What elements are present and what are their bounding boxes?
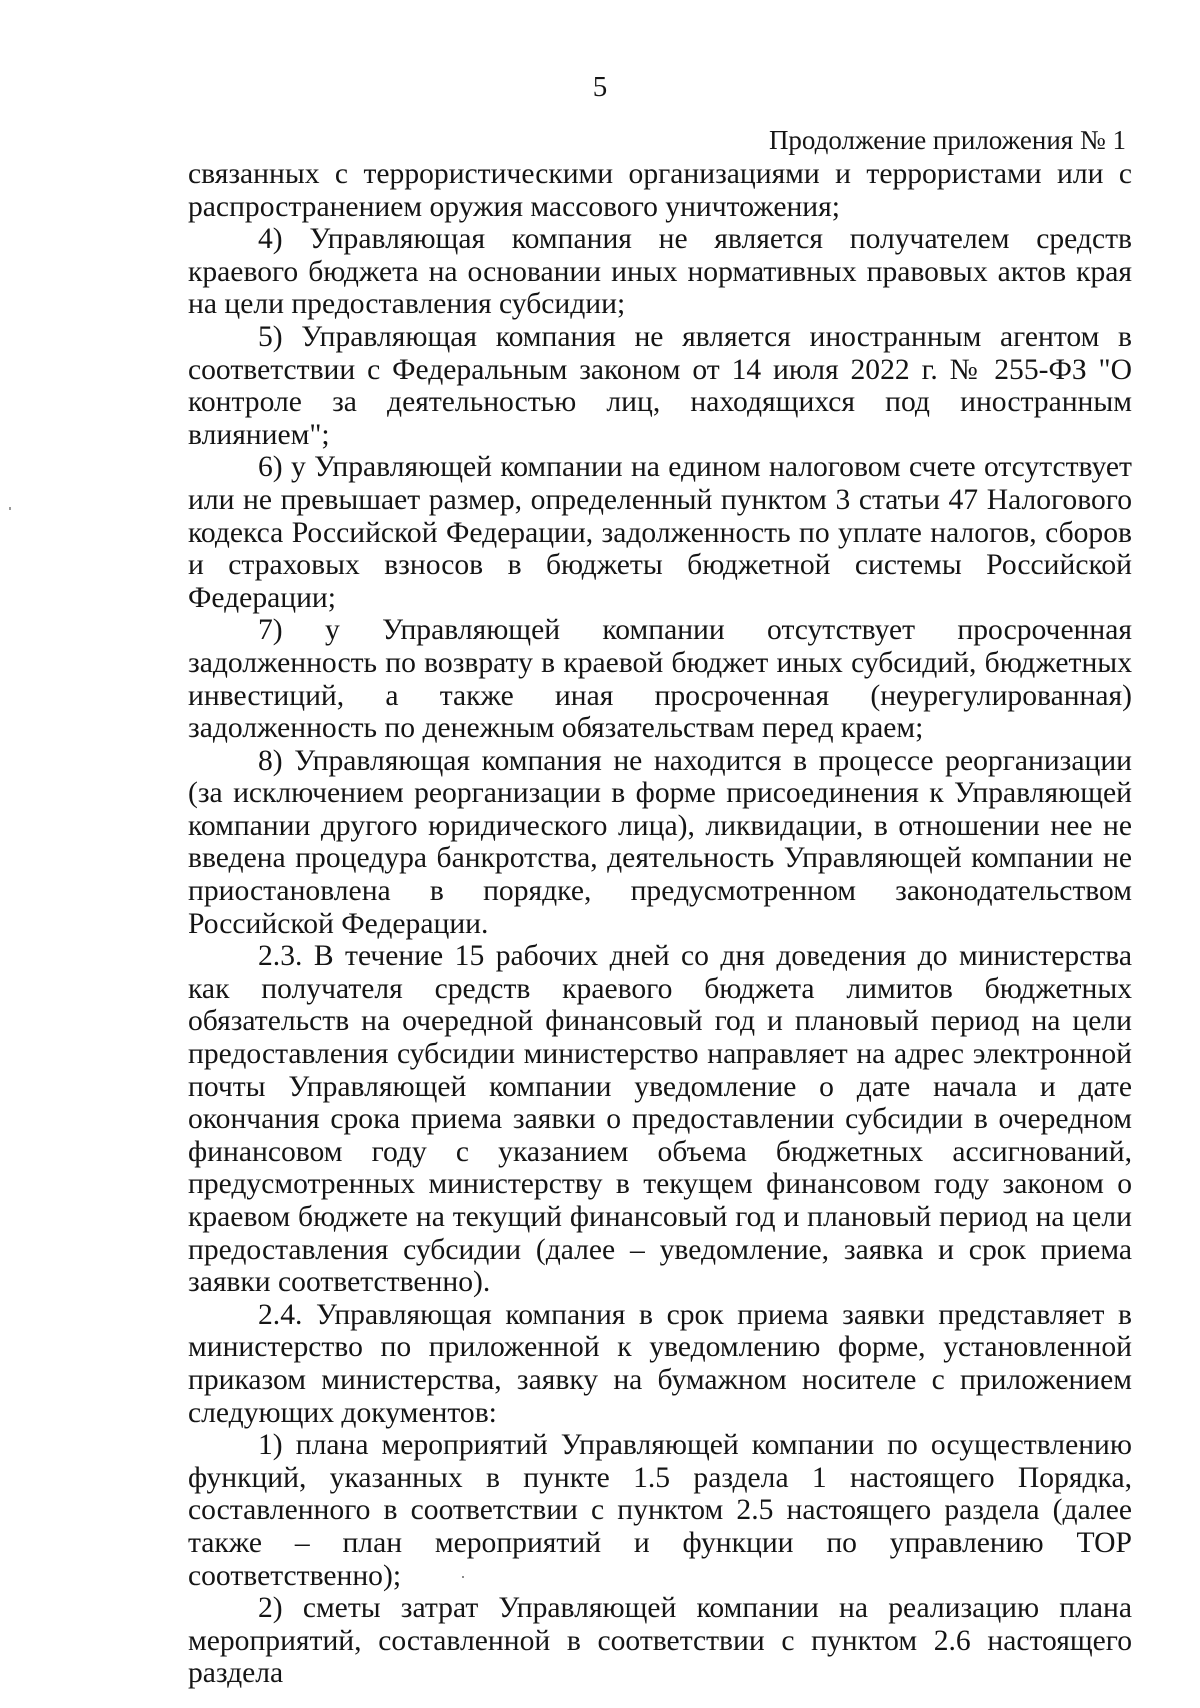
paragraph-item-6: 6) у Управляющей компании на едином налоговом счете отсутствует или не превышает размер, определенный пунктом 3 статьи 47 Налогового кодекса Российской Федерации, задолженность по уплате налогов, сборов и страховых взносов в бюджеты бюджетной системы Российской Федерации; (188, 451, 1132, 614)
scan-speck (462, 1576, 464, 1578)
paragraph-clause-2-4: 2.4. Управляющая компания в срок приема заявки представляет в министерство по приложенной к уведомлению форме, установленной приказом министерства, заявку на бумажном носителе с приложением следующих документов: (188, 1298, 1132, 1429)
paragraph-subitem-1: 1) плана мероприятий Управляющей компании по осуществлению функций, указанных в пункте 1.5 раздела 1 настоящего Порядка, составленного в соответствии с пунктом 2.5 настоящего раздела (далее также – план мероприятий и функции по управлению ТОР соответственно); (188, 1429, 1132, 1592)
document-body (188, 158, 1132, 1690)
paragraph-subitem-2: 2) сметы затрат Управляющей компании на реализацию плана мероприятий, составленной в соответствии с пунктом 2.6 настоящего раздела (188, 1592, 1132, 1690)
page-number: 5 (592, 71, 608, 103)
paragraph-item-4: 4) Управляющая компания не является получателем средств краевого бюджета на основании иных нормативных правовых актов края на цели предоставления субсидии; (188, 223, 1132, 321)
running-header: Продолжение приложения № 1 (768, 125, 1126, 155)
paragraph-item-7: 7) у Управляющей компании отсутствует просроченная задолженность по возврату в краевой бюджет иных субсидий, бюджетных инвестиций, а также иная просроченная (неурегулированная) задолженность по денежным обязательствам перед краем; (188, 614, 1132, 745)
paragraph-item-8: 8) Управляющая компания не находится в процессе реорганизации (за исключением реорганизации в форме присоединения к Управляющей компании другого юридического лица), ликвидации, в отношении нее не введена процедура банкротства, деятельность Управляющей компании не приостановлена в порядке, предусмотренном законодательством Российской Федерации. (188, 744, 1132, 940)
paragraph-continuation: связанных с террористическими организациями и террористами или с распространением оружия массового уничтожения; (188, 158, 1132, 223)
paragraph-item-5: 5) Управляющая компания не является иностранным агентом в соответствии с Федеральным законом от 14 июля 2022 г. № 255-ФЗ "О контроле за деятельностью лиц, находящихся под иностранным влиянием"; (188, 320, 1132, 451)
scan-speck (9, 507, 11, 510)
paragraph-clause-2-3: 2.3. В течение 15 рабочих дней со дня доведения до министерства как получателя средств краевого бюджета лимитов бюджетных обязательств на очередной финансовый год и плановый период на цели предоставления субсидии министерство направляет на адрес электронной почты Управляющей компании уведомление о дате начала и дате окончания срока приема заявки о предоставлении субсидии в очередном финансовом году с указанием объема бюджетных ассигнований, предусмотренных министерству в текущем финансовом году законом о краевом бюджете на текущий финансовый год и плановый период на цели предоставления субсидии (далее – уведомление, заявка и срок приема заявки соответственно). (188, 940, 1132, 1299)
